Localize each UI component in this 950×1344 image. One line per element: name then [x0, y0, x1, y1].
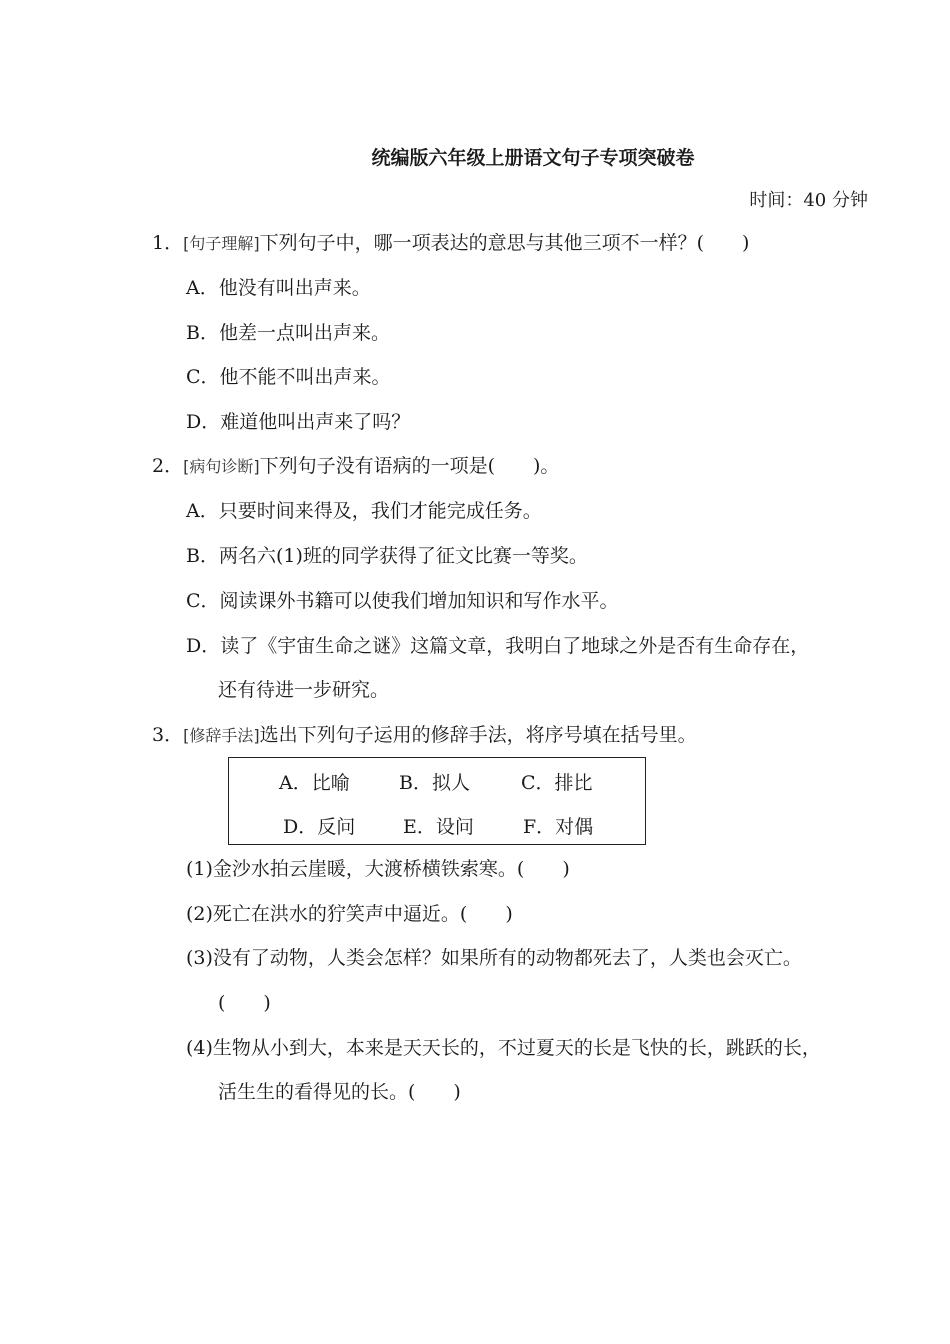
question-number: 3．: [152, 724, 184, 746]
question-tag: [修辞手法]: [183, 726, 260, 745]
question-stem: 选出下列句子运用的修辞手法，将序号填在括号里。: [259, 724, 697, 746]
choice-d: D．反问: [283, 816, 356, 838]
q3-item-4: (4)生物从小到大，本来是天天长的，不过夏天的长是飞快的长，跳跃的长，: [186, 1037, 821, 1059]
question-stem: 下列句子没有语病的一项是( )。: [259, 455, 560, 477]
q3-item-3: (3)没有了动物，人类会怎样？如果所有的动物都死去了，人类也会灭亡。: [186, 947, 802, 969]
choice-c: C．排比: [521, 772, 593, 794]
question-tag: [句子理解]: [183, 234, 260, 253]
q1-option-a: A．他没有叫出声来。: [186, 277, 371, 299]
question-3: [152, 723, 697, 748]
question-number: 2．: [152, 455, 184, 477]
q2-option-a: A．只要时间来得及，我们才能完成任务。: [186, 500, 542, 522]
q1-option-d: D．难道他叫出声来了吗？: [186, 411, 411, 433]
question-2: [152, 454, 559, 479]
question-number: 1．: [152, 232, 184, 254]
q3-item-4-continued: 活生生的看得见的长。( ): [218, 1081, 461, 1103]
time-limit: 时间：40 分钟: [749, 190, 868, 211]
q3-item-2: (2)死亡在洪水的狞笑声中逼近。( ): [186, 903, 513, 925]
q3-item-3-answer: ( ): [218, 992, 271, 1014]
choice-b: B．拟人: [399, 772, 470, 794]
choice-a: A．比喻: [279, 772, 350, 794]
choice-e: E．设问: [403, 816, 474, 838]
q2-option-c: C．阅读课外书籍可以使我们增加知识和写作水平。: [186, 590, 619, 612]
q3-item-1: (1)金沙水拍云崖暖，大渡桥横铁索寒。( ): [186, 858, 570, 880]
q1-option-c: C．他不能不叫出声来。: [186, 366, 391, 388]
question-stem: 下列句子中，哪一项表达的意思与其他三项不一样？( ): [259, 232, 750, 254]
rhetoric-choices-box: [228, 757, 646, 845]
q2-option-d: D．读了《宇宙生命之谜》这篇文章，我明白了地球之外是否有生命存在，: [186, 635, 810, 657]
page-title: 统编版六年级上册语文句子专项突破卷: [371, 147, 695, 169]
q1-option-b: B．他差一点叫出声来。: [186, 322, 390, 344]
question-tag: [病句诊断]: [183, 457, 260, 476]
question-1: [152, 231, 749, 256]
choice-f: F．对偶: [523, 816, 594, 838]
q2-option-d-continued: 还有待进一步研究。: [218, 679, 390, 701]
q2-option-b: B．两名六(1)班的同学获得了征文比赛一等奖。: [186, 545, 588, 567]
